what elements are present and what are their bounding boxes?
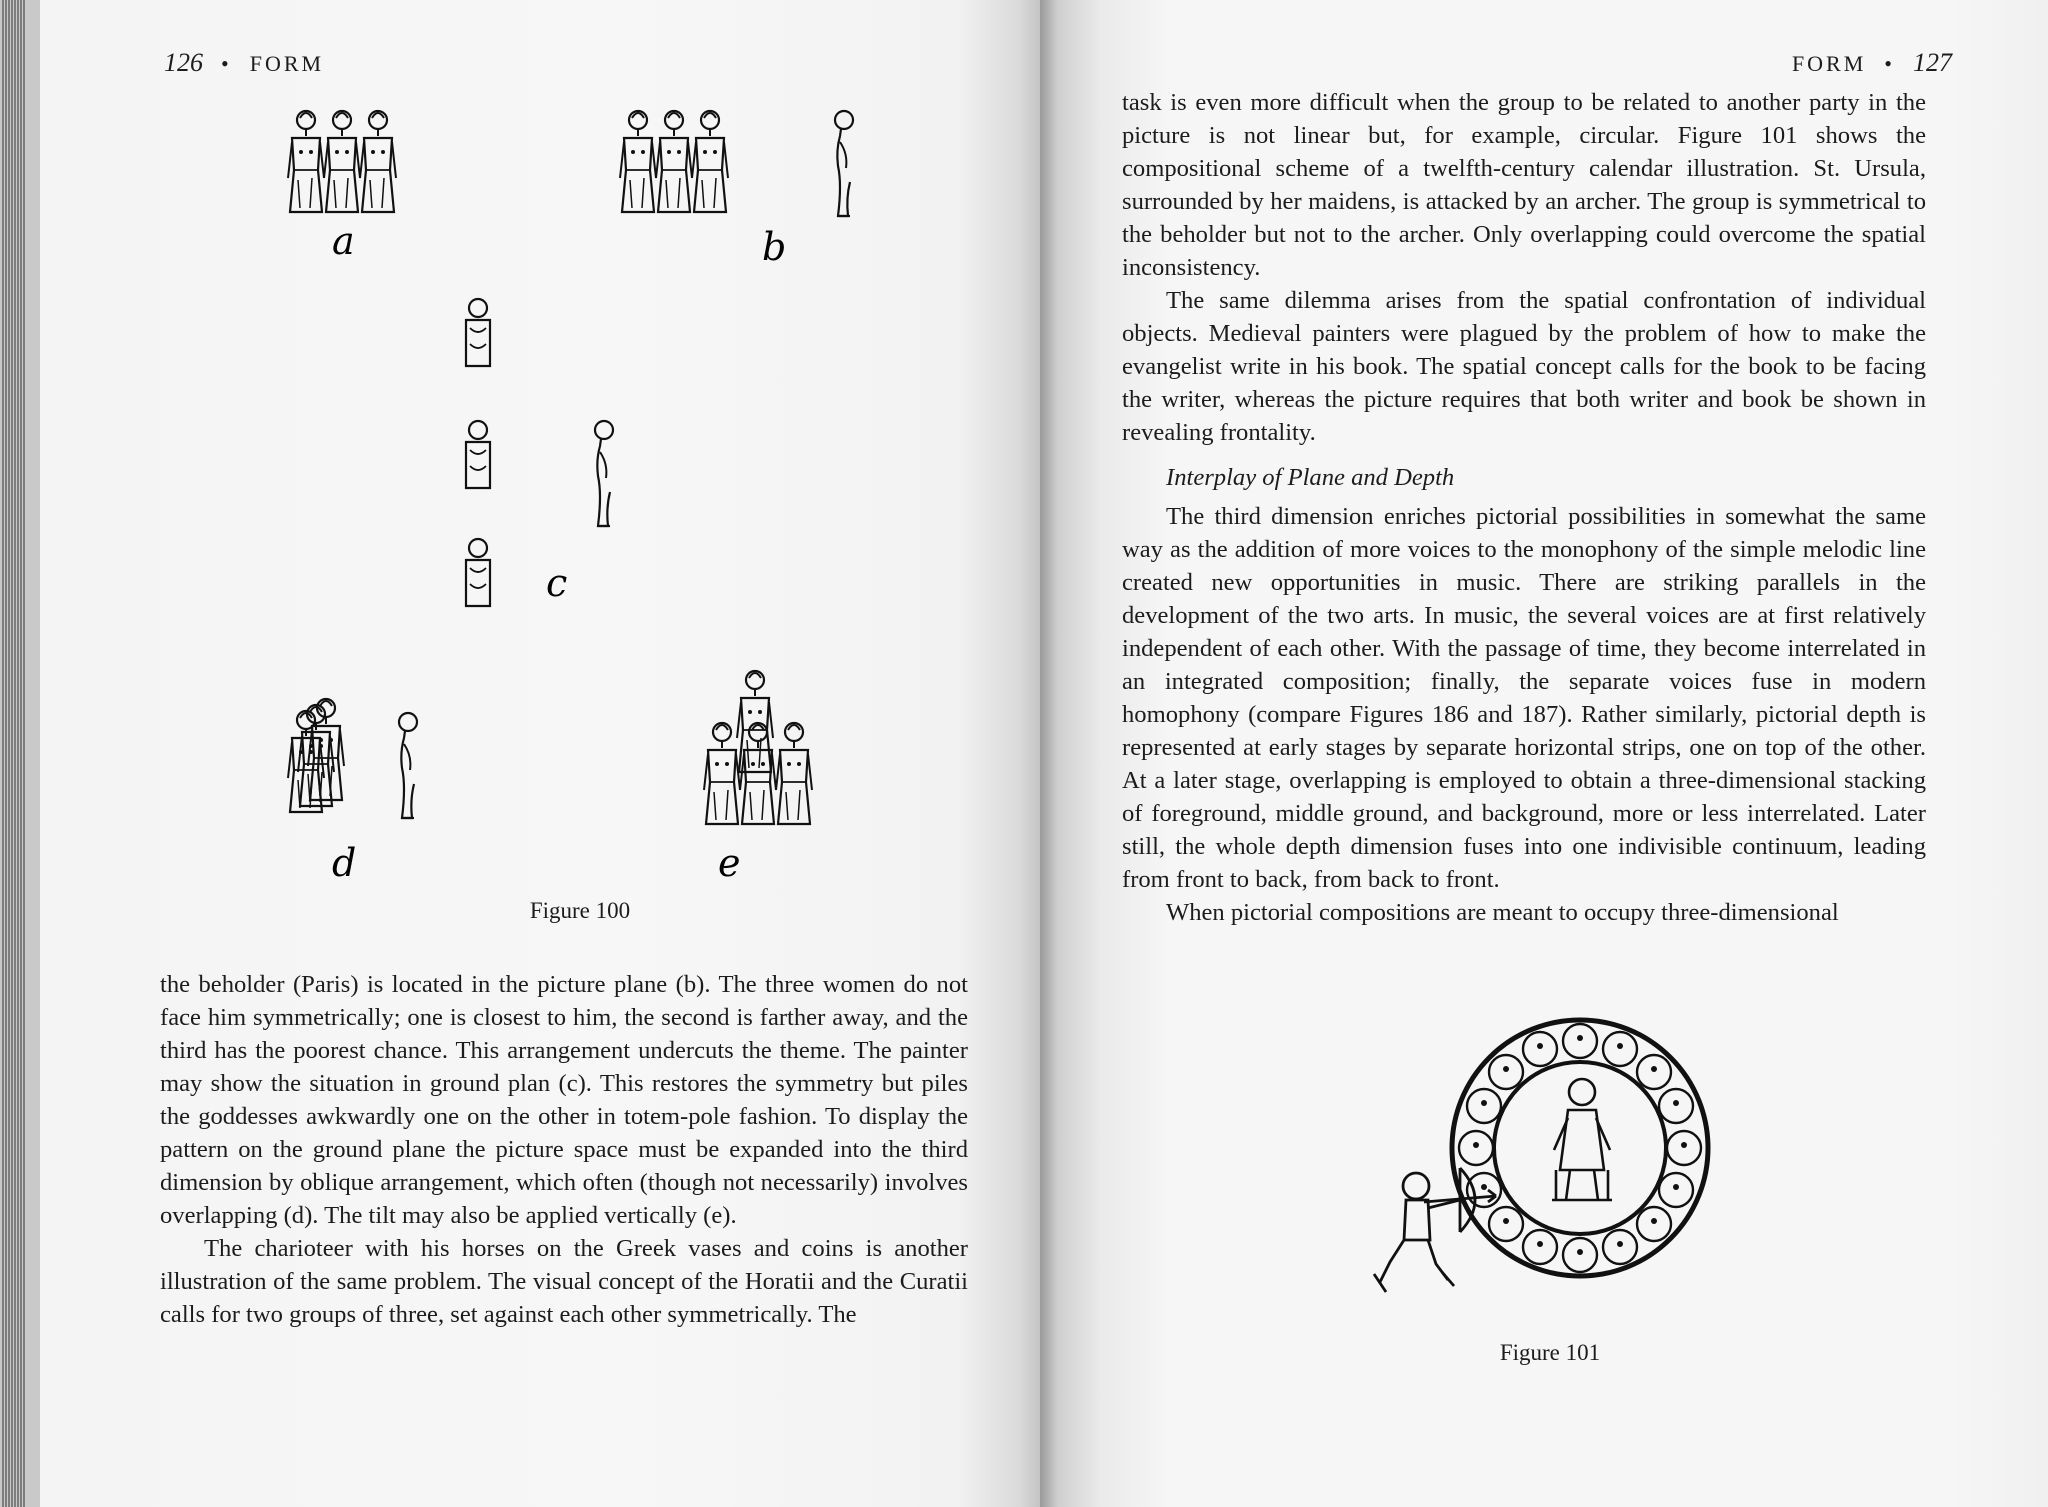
left-paragraph-2: The charioteer with his horses on the Greek vases and coins is another illustration of the same problem. The visual concept of the Horatii and the Curatii calls for two groups of three, set against each other symmetrically. The	[160, 1235, 968, 1328]
figure-100d-group	[288, 699, 417, 818]
figure-101-illustration	[1320, 1000, 1780, 1330]
right-paragraph-4: When pictorial compositions are meant to occupy three-dimensional	[1166, 899, 1839, 926]
figure-label-e: e	[718, 841, 741, 885]
figure-label-a: a	[332, 219, 355, 263]
right-paragraph-2: The same dilemma arises from the spatial confrontation of individual objects. Medieval painters were plagued by the problem of how to make the evangelist write in his book. The spatial concept calls for the book to be facing the writer, whereas the picture requires that both writer and book be shown in revealing frontality.	[1122, 287, 1926, 446]
section-subheading: Interplay of Plane and Depth	[1166, 464, 1455, 491]
running-head-title-right: FORM	[1791, 51, 1867, 76]
figure-label-c: c	[546, 561, 568, 605]
right-page	[1040, 0, 2048, 1507]
medallion-ring	[1452, 1020, 1708, 1276]
running-head-title-left: FORM	[249, 51, 325, 76]
left-paragraph-1: the beholder (Paris) is located in the picture plane (b). The three women do not face him symmetrically; one is closest to him, the second is farther away, and the third has the poorest chance. This arrangement undercuts the theme. The painter may show the situation in ground plan (c). This restores the symmetry but piles the goddesses awkwardly one on the other in totem-pole fashion. To display the pattern on the ground plane the picture space must be expanded into the third dimension by oblique arrangement, which often (though not necessarily) involves overlapping (d). The tilt may also be applied vertically (e).	[160, 971, 968, 1229]
figure-100-caption: Figure 100	[529, 898, 631, 923]
figure-100c-group	[466, 299, 613, 606]
figure-100b-group	[620, 111, 853, 216]
bullet-separator: •	[221, 51, 232, 76]
figure-label-b: b	[762, 225, 787, 269]
figure-100a-group	[288, 111, 396, 212]
figure-100-illustration	[260, 100, 880, 890]
page-number-left: 126	[164, 48, 203, 77]
figure-label-d: d	[332, 841, 357, 885]
st-ursula-seated-figure	[1552, 1079, 1612, 1200]
running-head-left	[164, 48, 324, 78]
left-page-body	[160, 968, 968, 1331]
right-paragraph-1: task is even more difficult when the group to be related to another party in the picture is not linear but, for example, circular. Figure 101 shows the compositional scheme of a twelfth-century calendar illustration. St. Ursula, surrounded by her maidens, is attacked by an archer. The group is symmetrical to the beholder but not to the archer. Only overlapping could overcome the spatial inconsistency.	[1122, 89, 1926, 281]
figure-101-caption: Figure 101	[1499, 1340, 1601, 1365]
right-page-body	[1122, 86, 1926, 929]
running-head-right	[1792, 48, 1952, 78]
bullet-separator: •	[1884, 51, 1895, 76]
figure-100e-group	[704, 671, 812, 824]
right-paragraph-3: The third dimension enriches pictorial possibilities in somewhat the same way as the addition of more voices to the monophony of the simple melodic line created new opportunities in music. There are striking parallels in the development of the two arts. In music, the several voices are at first relatively independent of each other. With the passage of time, they become interrelated in an integrated composition; finally, the separate voices fuse in modern homophony (compare Figures 186 and 187). Rather similarly, pictorial depth is represented at early stages by separate horizontal strips, one on top of the other. At a later stage, overlapping is employed to obtain a three-dimensional stacking of foreground, middle ground, and background, more or less interrelated. Later still, the whole depth dimension fuses into one indivisible continuum, leading from front to back, from back to front.	[1122, 503, 1926, 893]
archer-figure	[1374, 1168, 1496, 1292]
page-edge-lines	[0, 0, 40, 1507]
page-number-right: 127	[1913, 48, 1952, 77]
